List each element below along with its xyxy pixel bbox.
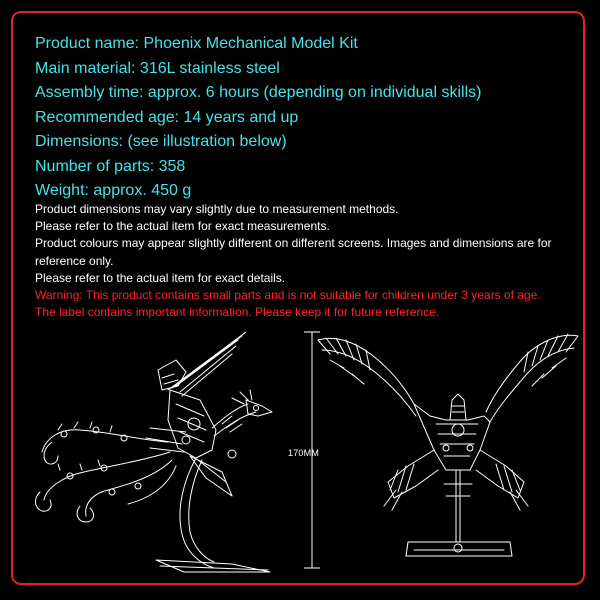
note-line: Please refer to the actual item for exact measurements. (35, 219, 330, 234)
spec-weight: Weight: approx. 450 g (35, 182, 192, 199)
spec-product-name: Product name: Phoenix Mechanical Model Kit (35, 35, 358, 52)
spec-dimensions: Dimensions: (see illustration below) (35, 133, 287, 150)
warning-line: The label contains important information. Please keep it for future reference. (35, 305, 440, 320)
note-line: Please refer to the actual item for exact details. (35, 270, 286, 285)
height-dimension-label: 170MM (288, 448, 320, 458)
spec-recommended-age: Recommended age: 14 years and up (35, 108, 299, 126)
warning-line: Warning: This product contains small parts and is not suitable for children under 3 years of age. (35, 288, 541, 303)
note-line: Product colours may appear slightly different on different screens. Images and dimensions are for reference only. (35, 236, 552, 268)
phoenix-side-view-image (36, 332, 273, 572)
note-line: Product dimensions may vary slightly due to measurement methods. (35, 202, 399, 216)
spec-assembly-time: Assembly time: approx. 6 hours (depending on individual skills) (35, 84, 482, 101)
spec-list (35, 32, 481, 204)
phoenix-front-view-image (318, 334, 578, 556)
spec-main-material: Main material: 316L stainless steel (35, 59, 280, 77)
notes-block (35, 201, 565, 321)
spec-number-of-parts: Number of parts: 358 (35, 157, 186, 175)
